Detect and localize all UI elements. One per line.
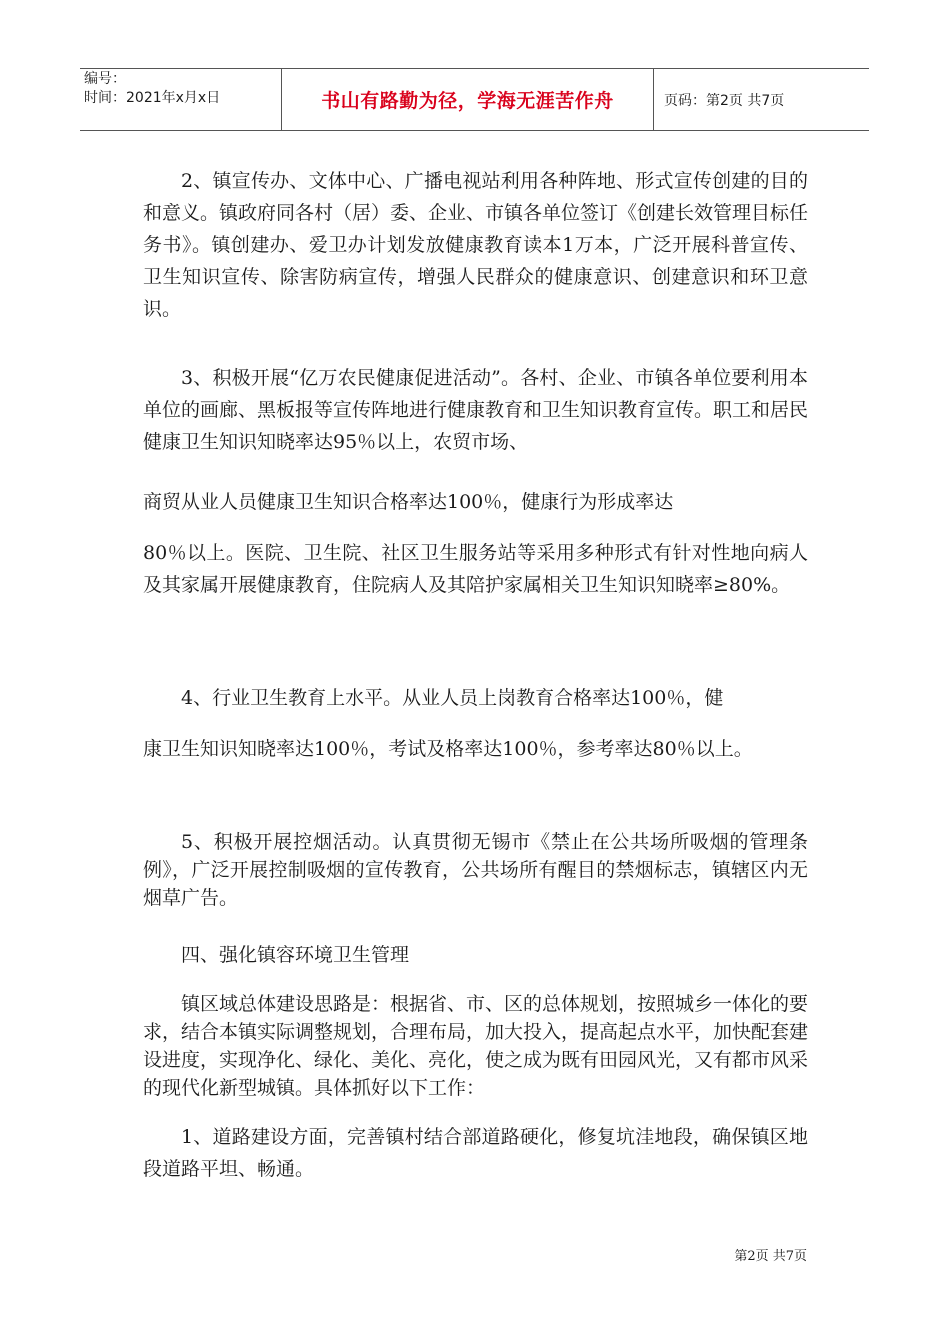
header-page-number: 页码：第2页 共7页	[664, 92, 785, 109]
header-meta	[80, 69, 282, 130]
page-footer: 第2页 共7页	[734, 1249, 807, 1264]
paragraph-7: 1、道路建设方面，完善镇村结合部道路硬化，修复坑洼地段，确保镇区地段道路平坦、畅通。	[143, 1126, 808, 1180]
paragraph-4-part-a: 4、行业卫生教育上水平。从业人员上岗教育合格率达100％，健	[181, 687, 724, 709]
paragraph-3-part-a: 3、积极开展“亿万农民健康促进活动”。各村、企业、市镇各单位要利用本单位的画廊、黑板报等宣传阵地进行健康教育和卫生知识教育宣传。职工和居民健康卫生知识知晓率达95％以上，农贸市场、	[143, 367, 809, 453]
page-header	[80, 68, 869, 131]
section-heading-4: 四、强化镇容环境卫生管理	[181, 944, 410, 966]
paragraph-4-part-b: 康卫生知识知晓率达100％，考试及格率达100％，参考率达80％以上。	[143, 738, 753, 760]
paragraph-6: 镇区域总体建设思路是：根据省、市、区的总体规划，按照城乡一体化的要求，结合本镇实际调整规划，合理布局，加大投入，提高起点水平，加快配套建设进度，实现净化、绿化、美化、亮化，使之成为既有田园风光，又有都市风采的现代化新型城镇。具体抓好以下工作：	[143, 993, 809, 1099]
paragraph-3-part-b: 商贸从业人员健康卫生知识合格率达100％，健康行为形成率达	[143, 491, 674, 513]
header-motto: 书山有路勤为径，学海无涯苦作舟	[282, 69, 654, 130]
paragraph-5: 5、积极开展控烟活动。认真贯彻无锡市《禁止在公共场所吸烟的管理条例》，广泛开展控制吸烟的宣传教育，公共场所有醒目的禁烟标志，镇辖区内无烟草广告。	[143, 831, 808, 909]
paragraph-3-part-c: 80％以上。医院、卫生院、社区卫生服务站等采用多种形式有针对性地向病人及其家属开展健康教育，住院病人及其陪护家属相关卫生知识知晓率≥80%。	[143, 542, 808, 596]
document-number-label: 编号：	[84, 71, 126, 87]
paragraph-2: 2、镇宣传办、文体中心、广播电视站利用各种阵地、形式宣传创建的目的和意义。镇政府同各村（居）委、企业、市镇各单位签订《创建长效管理目标任务书》。镇创建办、爱卫办计划发放健康教育读本1万本，广泛开展科普宣传、卫生知识宣传、除害防病宣传，增强人民群众的健康意识、创建意识和环卫意识。	[143, 170, 809, 320]
document-date-label: 时间：2021年x月x日	[84, 90, 221, 106]
